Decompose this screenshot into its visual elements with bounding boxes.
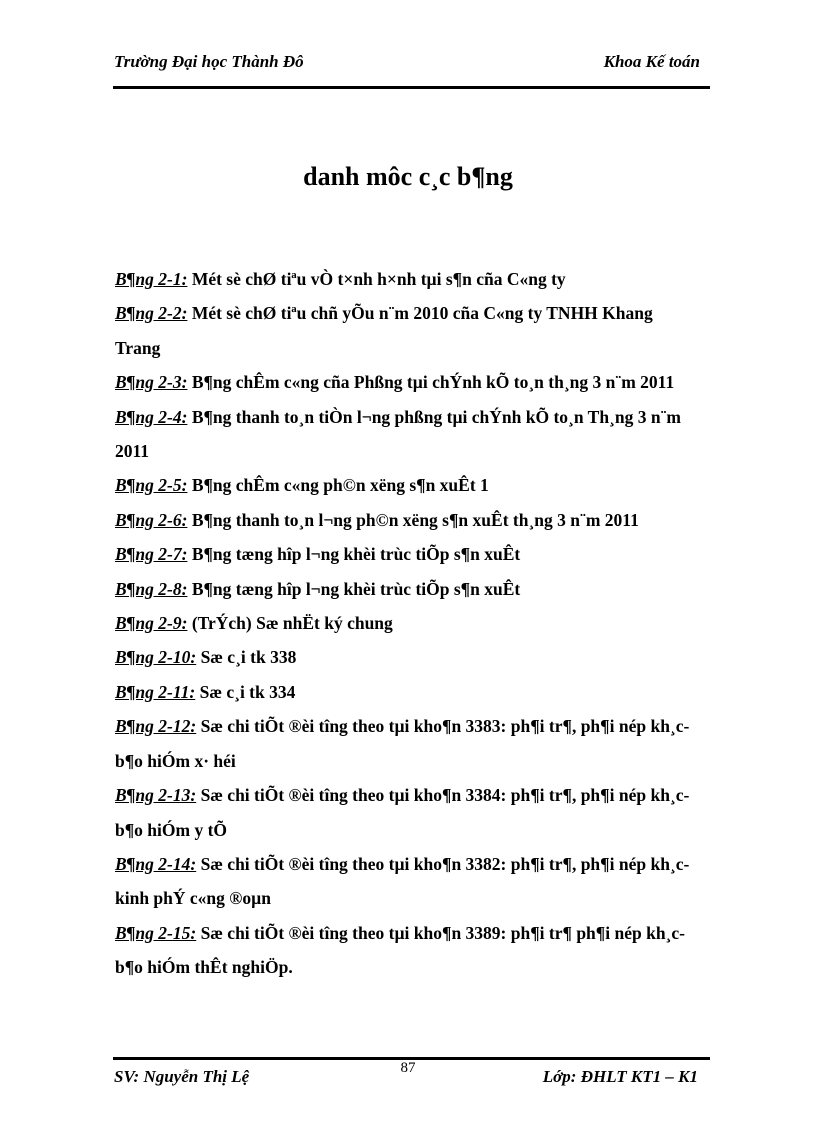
entry-text: Sæ c¸i tk 338 <box>196 647 297 668</box>
entry-label: B¶ng 2-12: <box>115 716 197 737</box>
entry-text: B¶ng chÊm c«ng ph©n xëng s¶n xuÊt 1 <box>187 475 489 496</box>
entry-text: B¶ng chÊm c«ng cña Phßng tµi chÝnh kÕ to¸n th¸ng 3 n¨m 2011 <box>187 372 675 393</box>
list-item <box>115 537 700 571</box>
entry-label: B¶ng 2-9: <box>115 613 188 634</box>
list-item <box>115 640 700 674</box>
entry-text: Sæ chi tiÕt ®èi tîng theo tµi kho¶n 3389: ph¶i tr¶ ph¶i nép kh¸c- b¶o hiÓm thÊt nghiÖp. <box>115 922 685 978</box>
list-item <box>115 365 700 399</box>
entry-label: B¶ng 2-4: <box>115 406 188 427</box>
list-item <box>115 916 700 985</box>
entry-text: Mét sè chØ tiªu vÒ t×nh h×nh tµi s¶n cña C«ng ty <box>187 269 566 289</box>
entry-label: B¶ng 2-2: <box>115 303 188 324</box>
entry-text: Mét sè chØ tiªu chñ yÕu n¨m 2010 cña C«ng ty TNHH Khang Trang <box>115 303 653 358</box>
entry-text: Sæ chi tiÕt ®èi tîng theo tµi kho¶n 3384: ph¶i tr¶, ph¶i nép kh¸c- b¶o hiÓm y tÕ <box>115 785 690 840</box>
entry-label: B¶ng 2-15: <box>115 922 197 943</box>
footer-student: SV: Nguyễn Thị Lệ <box>114 1067 250 1086</box>
entry-label: B¶ng 2-10: <box>115 647 197 668</box>
entry-text: Sæ c¸i tk 334 <box>195 681 296 702</box>
list-item <box>115 606 700 640</box>
entry-text: B¶ng thanh to¸n tiÒn l¬ng phßng tµi chÝnh kÕ to¸n Th¸ng 3 n¨m 2011 <box>115 406 682 462</box>
entry-text: B¶ng thanh to¸n l¬ng ph©n xëng s¶n xuÊt th¸ng 3 n¨m 2011 <box>187 509 639 530</box>
entry-text: Sæ chi tiÕt ®èi tîng theo tµi kho¶n 3383: ph¶i tr¶, ph¶i nép kh¸c- b¶o hiÓm x· héi <box>115 716 690 771</box>
list-item <box>115 468 700 502</box>
footer-class: Lớp: ĐHLT KT1 – K1 <box>542 1067 698 1086</box>
entry-text: (TrÝch) Sæ nhËt ký chung <box>187 613 393 634</box>
entry-label: B¶ng 2-3: <box>115 372 188 393</box>
list-item <box>115 296 700 365</box>
entry-text: B¶ng tæng hîp l¬ng khèi trùc tiÕp s¶n xuÊt <box>187 544 521 565</box>
entry-label: B¶ng 2-11: <box>115 681 196 702</box>
entry-label: B¶ng 2-13: <box>115 785 197 806</box>
entry-text: B¶ng tæng hîp l¬ng khèi trùc tiÕp s¶n xuÊt <box>187 578 521 599</box>
entry-text: Sæ chi tiÕt ®èi tîng theo tµi kho¶n 3382: ph¶i tr¶, ph¶i nép kh¸c- kinh phÝ c«ng ®oµn <box>115 853 690 909</box>
entry-label: B¶ng 2-1: <box>115 269 188 289</box>
entry-label: B¶ng 2-14: <box>115 853 197 874</box>
list-item <box>115 709 700 778</box>
list-item <box>115 847 700 916</box>
entry-label: B¶ng 2-6: <box>115 509 188 530</box>
list-item <box>115 262 700 296</box>
list-item <box>115 778 700 847</box>
list-item <box>115 400 700 469</box>
page-title: danh môc c¸c b¶ng <box>303 162 513 191</box>
list-item <box>115 572 700 606</box>
entry-label: B¶ng 2-5: <box>115 475 188 496</box>
header-rule <box>113 86 710 89</box>
entry-label: B¶ng 2-8: <box>115 578 188 599</box>
page-number: 87 <box>400 1060 416 1076</box>
table-list <box>115 262 700 985</box>
header-faculty: Khoa Kế toán <box>603 52 700 71</box>
header-university: Trường Đại học Thành Đô <box>114 52 304 71</box>
list-item <box>115 675 700 709</box>
list-item <box>115 503 700 537</box>
entry-label: B¶ng 2-7: <box>115 544 188 565</box>
